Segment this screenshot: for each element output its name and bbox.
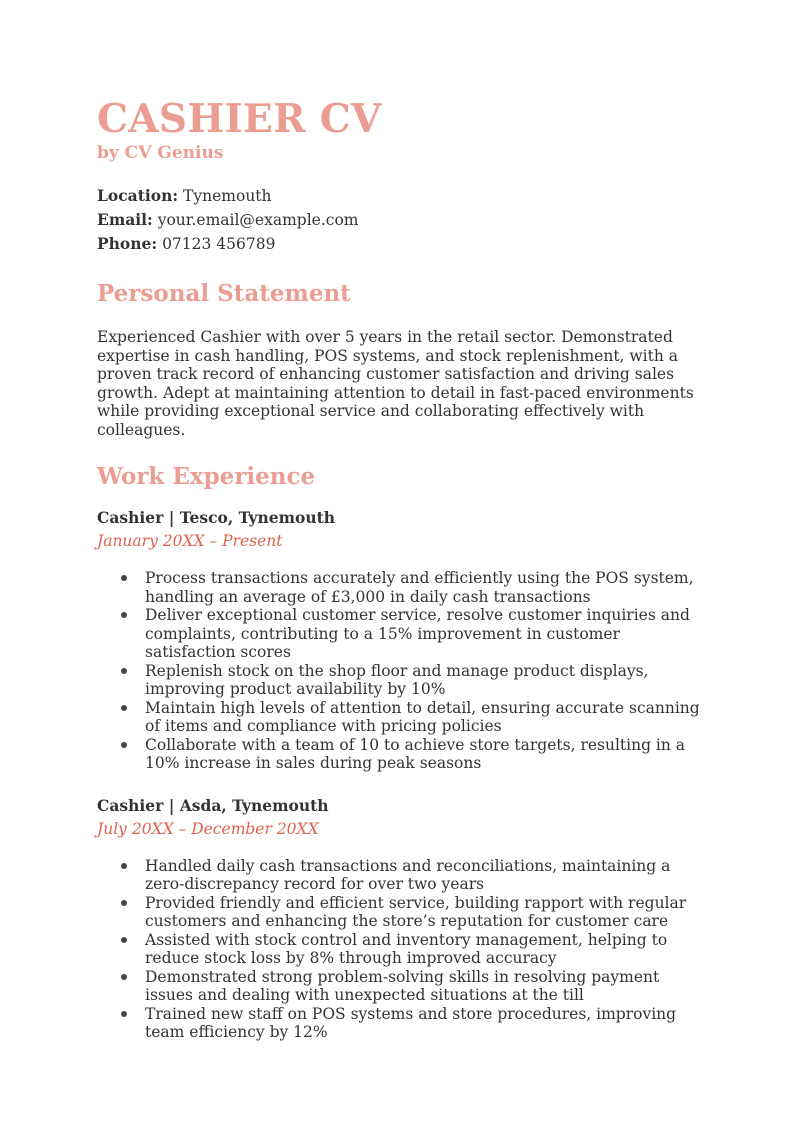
bullet-dot-icon — [121, 937, 127, 943]
email-label: Email: — [97, 210, 153, 229]
job-bullet — [145, 1005, 707, 1042]
bullet-dot-icon — [121, 742, 127, 748]
bullet-dot-icon — [121, 1011, 127, 1017]
job-bullet — [145, 699, 707, 736]
job-bullet-text: Maintain high levels of attention to detail, ensuring accurate scanning of items and compliance with pricing policies — [145, 698, 700, 735]
cv-title: CASHIER CV — [97, 96, 382, 142]
job-bullet — [145, 736, 707, 773]
job-bullet-text: Assisted with stock control and inventory management, helping to reduce stock loss by 8% through improved accuracy — [145, 930, 668, 967]
job-bullet — [145, 894, 707, 931]
bullet-dot-icon — [121, 705, 127, 711]
bullet-dot-icon — [121, 863, 127, 869]
bullet-dot-icon — [121, 575, 127, 581]
job-bullet — [145, 931, 707, 968]
job-bullet-text: Provided friendly and efficient service, building rapport with regular customers and enhancing the store’s reputation for customer care — [145, 893, 687, 930]
location-label: Location: — [97, 186, 179, 205]
phone-value: 07123 456789 — [162, 235, 276, 253]
bullet-dot-icon — [121, 668, 127, 674]
job-bullet-text: Handled daily cash transactions and reconciliations, maintaining a zero-discrepancy record for over two years — [145, 856, 671, 893]
work-experience-heading: Work Experience — [97, 463, 316, 490]
job-bullet-text: Replenish stock on the shop floor and manage product displays, improving product availability by 10% — [145, 661, 649, 698]
job-bullet — [145, 606, 707, 662]
job-bullet-text: Deliver exceptional customer service, resolve customer inquiries and complaints, contributing to a 15% improvement in customer satisfaction scores — [145, 606, 690, 661]
bullet-dot-icon — [121, 900, 127, 906]
job-bullet-text: Process transactions accurately and efficiently using the POS system, handling an average of £3,000 in daily cash transactions — [145, 569, 694, 606]
job-bullet-text: Demonstrated strong problem-solving skills in resolving payment issues and dealing with unexpected situations at the till — [145, 967, 660, 1004]
job-dates: July 20XX – December 20XX — [97, 819, 319, 838]
contact-block — [97, 184, 717, 256]
location-value: Tynemouth — [183, 187, 272, 205]
contact-email — [97, 208, 717, 232]
bullet-dot-icon — [121, 612, 127, 618]
job-dates: January 20XX – Present — [97, 532, 283, 550]
cv-document — [97, 96, 717, 1042]
email-value: your.email@example.com — [157, 211, 359, 229]
job-bullets — [97, 569, 707, 773]
job-title: Cashier | Asda, Tynemouth — [97, 795, 329, 815]
job-entry — [97, 795, 717, 1042]
cv-byline: by CV Genius — [97, 143, 224, 163]
contact-phone — [97, 232, 717, 256]
contact-location — [97, 184, 717, 208]
job-bullet — [145, 968, 707, 1005]
job-bullet-text: Trained new staff on POS systems and store procedures, improving team efficiency by 12% — [145, 1004, 677, 1041]
job-bullet — [145, 857, 707, 894]
job-entry — [97, 507, 717, 773]
phone-label: Phone: — [97, 234, 158, 253]
bullet-dot-icon — [121, 974, 127, 980]
job-title: Cashier | Tesco, Tynemouth — [97, 508, 336, 527]
job-bullet-text: Collaborate with a team of 10 to achieve store targets, resulting in a 10% increase in sales during peak seasons — [145, 735, 686, 772]
job-bullet — [145, 569, 707, 606]
personal-statement-heading: Personal Statement — [97, 280, 351, 307]
job-bullets — [97, 857, 707, 1042]
personal-statement-text: Experienced Cashier with over 5 years in the retail sector. Demonstrated expertise in cash handling, POS systems, and stock replenishment, with a proven track record of enhancing customer satisfaction and driving sales growth. Adept at maintaining attention to detail in fast-paced environments while providing exceptional service and collaborating effectively with colleagues. — [97, 328, 694, 439]
job-bullet — [145, 662, 707, 699]
